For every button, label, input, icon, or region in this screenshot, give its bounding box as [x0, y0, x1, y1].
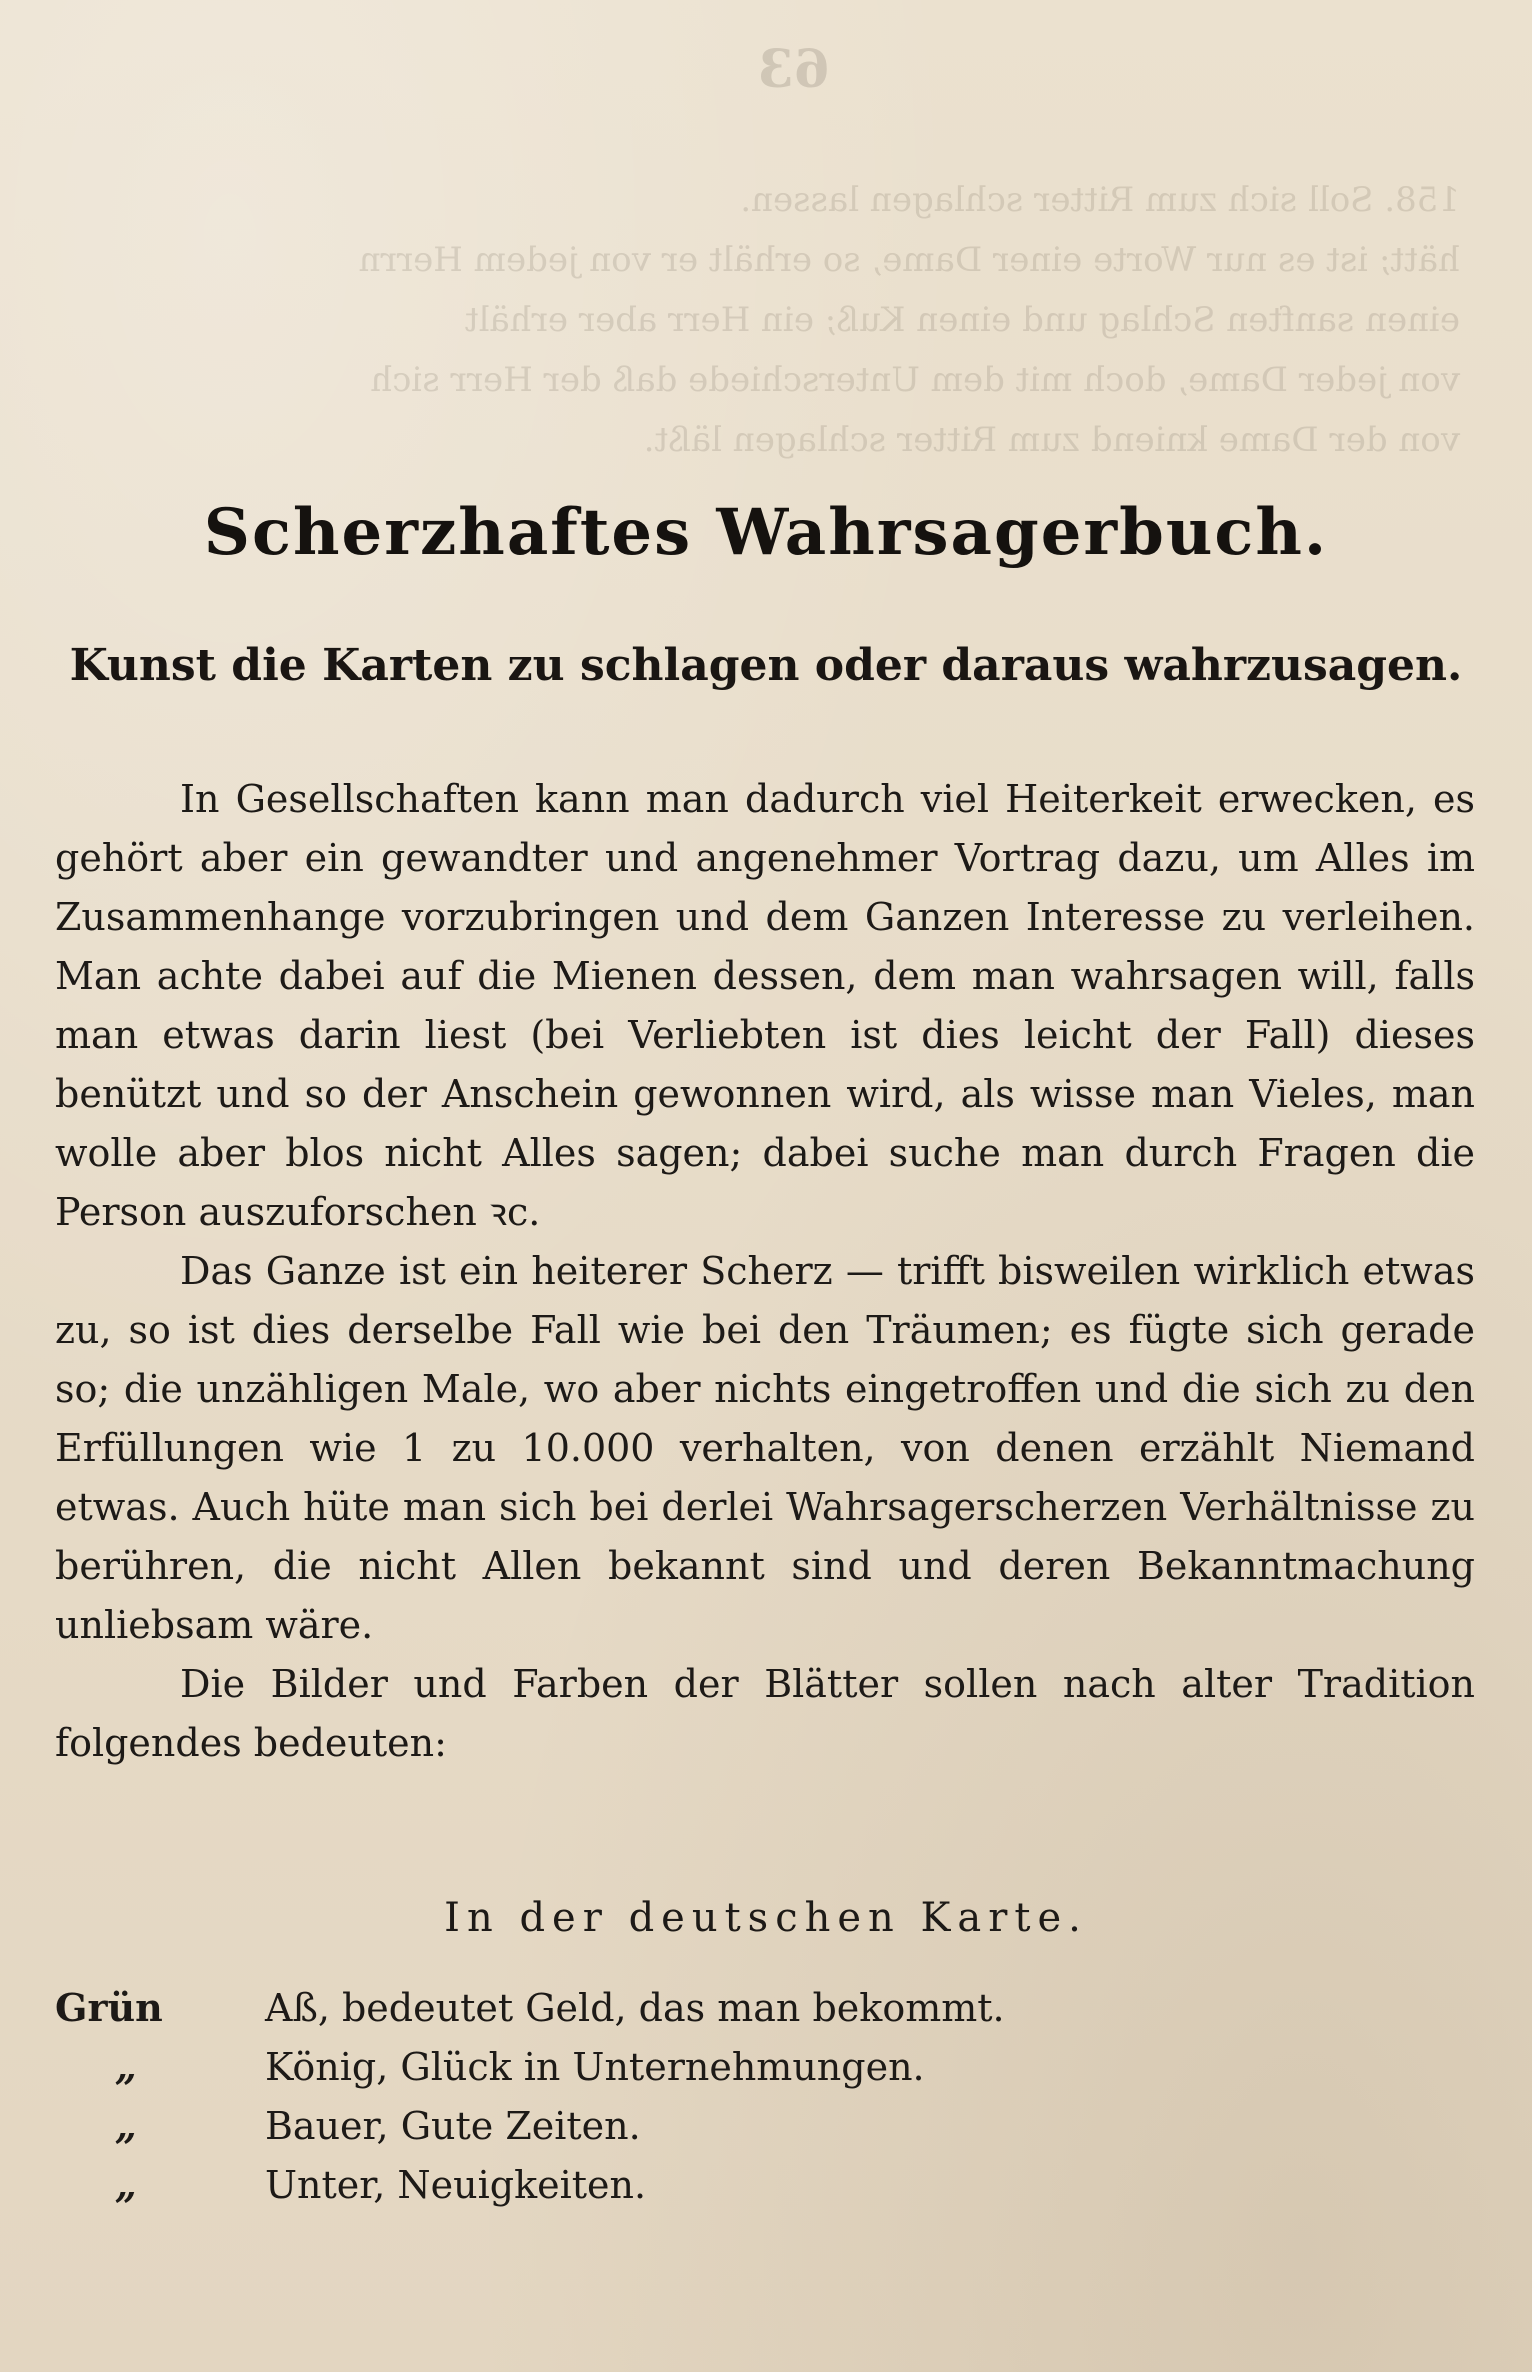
bleed-line: hätt; ist es nur Worte einer Dame, so erhält er von jedem Herrn [358, 240, 1460, 280]
paragraph: In Gesellschaften kann man dadurch viel Heiterkeit erwecken, es gehört aber ein gewandter und angenehmer Vortrag dazu, um Alles im Zusammenhange vorzubringen und dem Ganzen Interesse zu verleihen. Man achte dabei auf die Mienen dessen, dem man wahrsagen will, falls man etwas darin liest (bei Verliebten ist dies leicht der Fall) dieses benützt und so der Anschein gewonnen wird, als wisse man Vieles, man wolle aber blos nicht Alles sagen; dabei suche man durch Fragen die Person auszuforschen ꝛc. [55, 777, 1475, 1234]
body-text [55, 770, 1475, 1773]
section-heading: In der deutschen Karte. [444, 1895, 1088, 1941]
ditto-mark: „ [115, 2044, 137, 2089]
card-meaning: Aß, bedeutet Geld, das man bekommt. [265, 1986, 1005, 2030]
page-title: Scherzhaftes Wahrsagerbuch. [203, 495, 1329, 570]
paragraph: Die Bilder und Farben der Blätter sollen nach alter Tradition folgendes bedeuten: [55, 1662, 1475, 1765]
card-suit: Grün [55, 1985, 163, 2030]
ditto-mark: „ [115, 2103, 137, 2148]
card-meaning: Bauer, Gute Zeiten. [265, 2104, 641, 2148]
card-row [55, 1985, 1475, 2044]
card-row [55, 2044, 1475, 2103]
ditto-mark: „ [115, 2162, 137, 2207]
card-meaning: König, Glück in Unternehmungen. [265, 2045, 925, 2089]
card-meaning-list [55, 1985, 1475, 2221]
bleed-line: von jeder Dame, doch mit dem Unterschiede daß der Herr sich [370, 360, 1460, 400]
card-row [55, 2103, 1475, 2162]
card-meaning: Unter, Neuigkeiten. [265, 2163, 647, 2207]
card-row [55, 2162, 1475, 2221]
paragraph: Das Ganze ist ein heiterer Scherz — trifft bisweilen wirklich etwas zu, so ist dies derselbe Fall wie bei den Träumen; es fügte sich gerade so; die unzähligen Male, wo aber nichts eingetroffen und die sich zu den Erfüllungen wie 1 zu 10.000 verhalten, von denen erzählt Niemand etwas. Auch hüte man sich bei derlei Wahrsagerscherzen Verhältnisse zu berühren, die nicht Allen bekannt sind und deren Bekanntmachung unliebsam wäre. [55, 1249, 1475, 1647]
bleed-page-number: 63 [757, 39, 830, 100]
bleed-line: einen sanften Schlag und einen Kuß; ein Herr aber erhält [464, 300, 1460, 340]
bleed-line: von der Dame kniend zum Ritter schlagen läßt. [643, 420, 1460, 460]
page-subtitle: Kunst die Karten zu schlagen oder daraus wahrzusagen. [69, 640, 1463, 691]
bleed-through-text [60, 39, 1460, 470]
bleed-line: 158. Soll sich zum Ritter schlagen lassen. [740, 180, 1460, 220]
